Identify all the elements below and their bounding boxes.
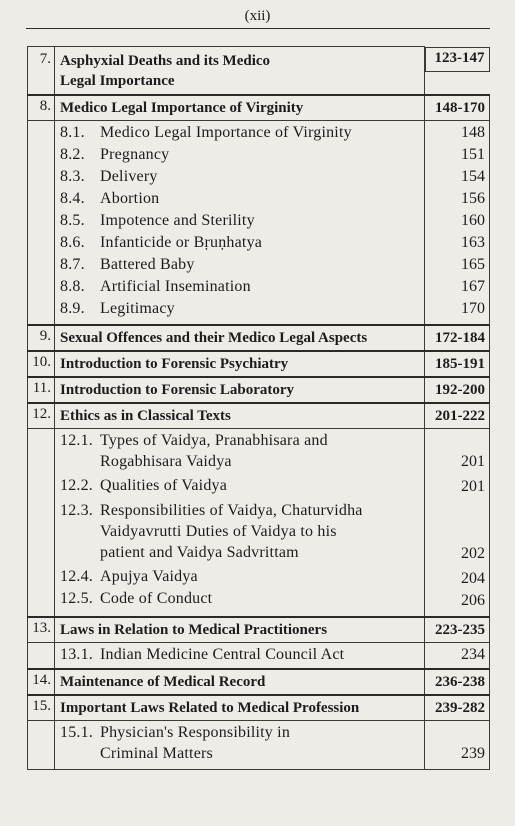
section-page: 201 xyxy=(461,452,485,470)
section-page: 154 xyxy=(461,167,485,185)
section-page: 206 xyxy=(461,591,485,609)
chapter-page-range: 201-222 xyxy=(425,403,490,429)
toc-section-block xyxy=(28,642,490,669)
chapter-page-range: 148-170 xyxy=(425,95,490,121)
section-entry: 12.4. Apujya Vaidya xyxy=(60,567,198,585)
toc-chapter-row xyxy=(28,617,490,643)
section-entry: 8.3. Delivery xyxy=(60,167,158,185)
chapter-number: 7. xyxy=(28,47,55,95)
chapter-page-range: 123-147 xyxy=(425,47,490,72)
chapter-page-range: 192-200 xyxy=(425,377,490,403)
chapter-number: 15. xyxy=(28,695,55,721)
section-page: 163 xyxy=(461,233,485,251)
section-page-list xyxy=(425,642,490,669)
chapter-page-range: 223-235 xyxy=(425,617,490,643)
chapter-number: 11. xyxy=(28,377,55,403)
section-page: 201 xyxy=(461,477,485,495)
number-cell-empty xyxy=(28,428,55,617)
toc-chapter-row xyxy=(28,47,490,95)
section-entry: 13.1. Indian Medicine Central Council Act xyxy=(60,645,345,663)
section-entry: 8.6. Infanticide or Bṛuṇhatya xyxy=(60,233,263,251)
chapter-title: Sexual Offences and their Medico Legal Aspects xyxy=(55,325,425,351)
chapter-number: 8. xyxy=(28,95,55,121)
section-list xyxy=(55,642,425,669)
toc-section-block xyxy=(28,720,490,769)
section-entry: 12.3. Responsibilities of Vaidya, Chaturvidha Vaidyavrutti Duties of Vaidya to his patient and Vaidya Sadvrittam xyxy=(60,501,363,561)
chapter-title: Ethics as in Classical Texts xyxy=(55,403,425,429)
section-entry: 12.2. Qualities of Vaidya xyxy=(60,476,228,494)
section-entry: 15.1. Physician's Responsibility in Criminal Matters xyxy=(60,723,291,762)
number-cell-empty xyxy=(28,642,55,669)
toc-chapter-row xyxy=(28,377,490,403)
section-entry: 12.1. Types of Vaidya, Pranabhisara and Rogabhisara Vaidya xyxy=(60,431,328,470)
section-page: 156 xyxy=(461,189,485,207)
section-entry: 8.1. Medico Legal Importance of Virginity xyxy=(60,123,352,141)
section-page: 160 xyxy=(461,211,485,229)
section-list xyxy=(55,720,425,769)
chapter-number: 12. xyxy=(28,403,55,429)
toc-chapter-row xyxy=(28,669,490,695)
toc-section-block xyxy=(28,120,490,325)
chapter-number: 13. xyxy=(28,617,55,643)
page-number: (xii) xyxy=(244,8,271,24)
section-entry: 8.4. Abortion xyxy=(60,189,160,207)
header-rule xyxy=(26,28,490,29)
chapter-number: 14. xyxy=(28,669,55,695)
chapter-title: Introduction to Forensic Psychiatry xyxy=(55,351,425,377)
toc-chapter-row xyxy=(28,325,490,351)
section-entry: 8.5. Impotence and Sterility xyxy=(60,211,255,229)
chapter-title: Important Laws Related to Medical Profession xyxy=(55,695,425,721)
section-entry: 12.5. Code of Conduct xyxy=(60,589,213,607)
section-page-list xyxy=(425,720,490,769)
toc-chapter-row xyxy=(28,95,490,121)
section-entry: 8.2. Pregnancy xyxy=(60,145,170,163)
toc-chapter-row xyxy=(28,351,490,377)
chapter-page-range: 185-191 xyxy=(425,351,490,377)
number-cell-empty xyxy=(28,720,55,769)
section-page: 165 xyxy=(461,255,485,273)
chapter-title: Introduction to Forensic Laboratory xyxy=(55,377,425,403)
toc-section-block xyxy=(28,428,490,617)
chapter-title: Laws in Relation to Medical Practitioners xyxy=(55,617,425,643)
chapter-title: Medico Legal Importance of Virginity xyxy=(55,95,425,121)
chapter-page-range: 172-184 xyxy=(425,325,490,351)
section-page: 239 xyxy=(461,744,485,762)
chapter-number: 9. xyxy=(28,325,55,351)
chapter-page-range: 239-282 xyxy=(425,695,490,721)
section-entry: 8.8. Artificial Insemination xyxy=(60,277,251,295)
section-entry: 8.9. Legitimacy xyxy=(60,299,175,317)
section-page-list xyxy=(425,120,490,325)
section-page: 167 xyxy=(461,277,485,295)
toc-chapter-row xyxy=(28,695,490,721)
section-page: 170 xyxy=(461,299,485,317)
chapter-title-line: Legal Importance xyxy=(60,73,175,89)
table-of-contents xyxy=(27,46,490,770)
chapter-title: Maintenance of Medical Record xyxy=(55,669,425,695)
toc-chapter-row xyxy=(28,403,490,429)
section-page: 151 xyxy=(461,145,485,163)
section-page-list xyxy=(425,428,490,617)
section-list xyxy=(55,120,425,325)
number-cell-empty xyxy=(28,120,55,325)
section-page: 204 xyxy=(461,569,485,587)
section-page: 202 xyxy=(461,544,485,562)
section-entry: 8.7. Battered Baby xyxy=(60,255,195,273)
section-page: 234 xyxy=(461,645,485,663)
chapter-title-line: Asphyxial Deaths and its Medico xyxy=(60,53,271,69)
section-list xyxy=(55,428,425,617)
section-page: 148 xyxy=(461,123,485,141)
chapter-title xyxy=(55,47,425,95)
chapter-page-range: 236-238 xyxy=(425,669,490,695)
chapter-number: 10. xyxy=(28,351,55,377)
